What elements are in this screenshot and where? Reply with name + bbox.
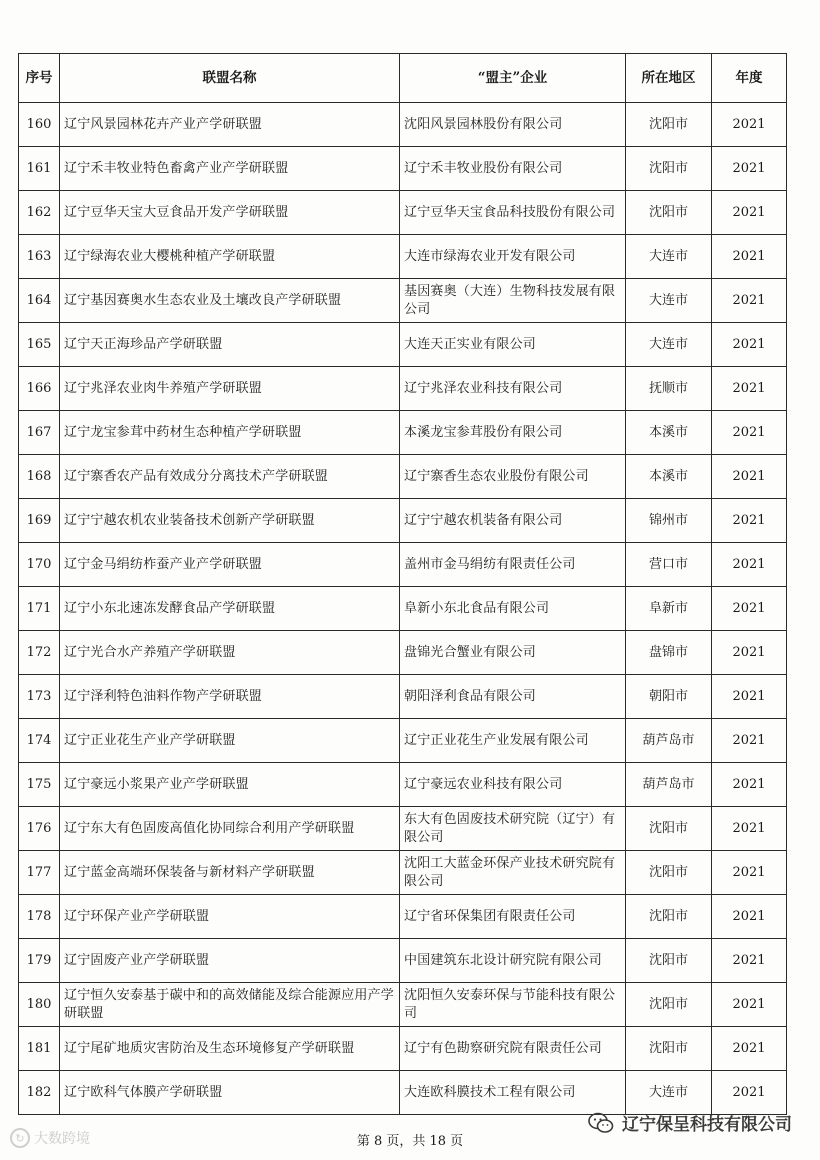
refresh-logo-icon: ↻: [10, 1128, 30, 1148]
cell-no: 180: [19, 983, 60, 1027]
cell-name: 辽宁金马绢纺柞蚕产业产学研联盟: [60, 543, 400, 587]
cell-name: 辽宁尾矿地质灾害防治及生态环境修复产学研联盟: [60, 1027, 400, 1071]
table-row: [19, 939, 787, 983]
cell-region: 锦州市: [626, 499, 712, 543]
cell-name: 辽宁豆华天宝大豆食品开发产学研联盟: [60, 191, 400, 235]
cell-lead: 辽宁省环保集团有限责任公司: [400, 895, 626, 939]
cell-region: 葫芦岛市: [626, 719, 712, 763]
cell-lead: 大连天正实业有限公司: [400, 323, 626, 367]
cell-name: 辽宁欧科气体膜产学研联盟: [60, 1071, 400, 1115]
cell-region: 盘锦市: [626, 631, 712, 675]
cell-no: 169: [19, 499, 60, 543]
cell-year: 2021: [712, 323, 787, 367]
table-row: [19, 1027, 787, 1071]
cell-lead: 盖州市金马绢纺有限责任公司: [400, 543, 626, 587]
table-row: [19, 1071, 787, 1115]
cell-no: 176: [19, 807, 60, 851]
table-row: [19, 983, 787, 1027]
cell-region: 沈阳市: [626, 851, 712, 895]
cell-name: 辽宁小东北速冻发酵食品产学研联盟: [60, 587, 400, 631]
cell-lead: 辽宁豆华天宝食品科技股份有限公司: [400, 191, 626, 235]
cell-no: 166: [19, 367, 60, 411]
cell-no: 160: [19, 103, 60, 147]
cell-lead: 沈阳风景园林股份有限公司: [400, 103, 626, 147]
cell-no: 163: [19, 235, 60, 279]
table-row: [19, 103, 787, 147]
table-row: [19, 499, 787, 543]
cell-no: 182: [19, 1071, 60, 1115]
cell-lead: 沈阳恒久安泰环保与节能科技有限公司: [400, 983, 626, 1027]
table-row: [19, 147, 787, 191]
table-row: [19, 587, 787, 631]
cell-year: 2021: [712, 983, 787, 1027]
table-row: [19, 675, 787, 719]
cell-lead: 辽宁禾丰牧业股份有限公司: [400, 147, 626, 191]
cell-lead: 基因赛奥（大连）生物科技发展有限公司: [400, 279, 626, 323]
cell-lead: 大连欧科膜技术工程有限公司: [400, 1071, 626, 1115]
table-row: [19, 543, 787, 587]
left-watermark: [10, 1128, 90, 1148]
cell-no: 181: [19, 1027, 60, 1071]
table-row: [19, 895, 787, 939]
cell-region: 沈阳市: [626, 147, 712, 191]
table-row: [19, 455, 787, 499]
cell-no: 165: [19, 323, 60, 367]
cell-lead: 中国建筑东北设计研究院有限公司: [400, 939, 626, 983]
cell-region: 大连市: [626, 279, 712, 323]
cell-lead: 辽宁正业花生产业发展有限公司: [400, 719, 626, 763]
table-body: [19, 103, 787, 1115]
table-row: [19, 851, 787, 895]
cell-year: 2021: [712, 807, 787, 851]
cell-year: 2021: [712, 279, 787, 323]
table-row: [19, 719, 787, 763]
cell-region: 本溪市: [626, 411, 712, 455]
cell-year: 2021: [712, 499, 787, 543]
table-row: [19, 411, 787, 455]
cell-no: 172: [19, 631, 60, 675]
cell-year: 2021: [712, 147, 787, 191]
cell-region: 阜新市: [626, 587, 712, 631]
cell-name: 辽宁环保产业产学研联盟: [60, 895, 400, 939]
cell-region: 本溪市: [626, 455, 712, 499]
cell-name: 辽宁基因赛奥水生态农业及土壤改良产学研联盟: [60, 279, 400, 323]
cell-name: 辽宁宁越农机农业装备技术创新产学研联盟: [60, 499, 400, 543]
cell-no: 161: [19, 147, 60, 191]
table-row: [19, 367, 787, 411]
cell-lead: 朝阳泽利食品有限公司: [400, 675, 626, 719]
cell-name: 辽宁龙宝参茸中药材生态种植产学研联盟: [60, 411, 400, 455]
cell-no: 171: [19, 587, 60, 631]
cell-no: 170: [19, 543, 60, 587]
cell-year: 2021: [712, 1071, 787, 1115]
cell-lead: 大连市绿海农业开发有限公司: [400, 235, 626, 279]
cell-year: 2021: [712, 411, 787, 455]
page-footer: 第 8 页，共 18 页: [356, 1134, 464, 1149]
cell-lead: 辽宁寨香生态农业股份有限公司: [400, 455, 626, 499]
cell-name: 辽宁豪远小浆果产业产学研联盟: [60, 763, 400, 807]
cell-lead: 辽宁有色勘察研究院有限责任公司: [400, 1027, 626, 1071]
cell-year: 2021: [712, 543, 787, 587]
cell-year: 2021: [712, 191, 787, 235]
cell-year: 2021: [712, 763, 787, 807]
cell-region: 沈阳市: [626, 939, 712, 983]
cell-lead: 辽宁豪远农业科技有限公司: [400, 763, 626, 807]
cell-year: 2021: [712, 719, 787, 763]
cell-lead: 盘锦光合蟹业有限公司: [400, 631, 626, 675]
cell-no: 173: [19, 675, 60, 719]
right-watermark: [588, 1110, 792, 1135]
alliance-table: [18, 53, 787, 1115]
table-row: [19, 323, 787, 367]
cell-region: 大连市: [626, 235, 712, 279]
cell-region: 营口市: [626, 543, 712, 587]
cell-year: 2021: [712, 1027, 787, 1071]
cell-lead: 沈阳工大蓝金环保产业技术研究院有限公司: [400, 851, 626, 895]
cell-lead: 阜新小东北食品有限公司: [400, 587, 626, 631]
cell-lead: 东大有色固废技术研究院（辽宁）有限公司: [400, 807, 626, 851]
cell-year: 2021: [712, 675, 787, 719]
cell-name: 辽宁光合水产养殖产学研联盟: [60, 631, 400, 675]
cell-no: 174: [19, 719, 60, 763]
cell-year: 2021: [712, 367, 787, 411]
cell-no: 168: [19, 455, 60, 499]
cell-no: 177: [19, 851, 60, 895]
table-header-row: [19, 54, 787, 103]
cell-year: 2021: [712, 455, 787, 499]
cell-region: 抚顺市: [626, 367, 712, 411]
cell-name: 辽宁固废产业产学研联盟: [60, 939, 400, 983]
cell-name: 辽宁天正海珍品产学研联盟: [60, 323, 400, 367]
cell-year: 2021: [712, 631, 787, 675]
cell-no: 162: [19, 191, 60, 235]
cell-year: 2021: [712, 103, 787, 147]
table-row: [19, 763, 787, 807]
cell-region: 朝阳市: [626, 675, 712, 719]
cell-name: 辽宁蓝金高端环保装备与新材料产学研联盟: [60, 851, 400, 895]
header-lead: “盟主”企业: [400, 54, 626, 103]
cell-region: 沈阳市: [626, 191, 712, 235]
cell-lead: 辽宁宁越农机装备有限公司: [400, 499, 626, 543]
cell-name: 辽宁风景园林花卉产业产学研联盟: [60, 103, 400, 147]
header-region: 所在地区: [626, 54, 712, 103]
cell-name: 辽宁兆泽农业肉牛养殖产学研联盟: [60, 367, 400, 411]
cell-year: 2021: [712, 895, 787, 939]
cell-name: 辽宁恒久安泰基于碳中和的高效储能及综合能源应用产学研联盟: [60, 983, 400, 1027]
cell-year: 2021: [712, 851, 787, 895]
cell-year: 2021: [712, 939, 787, 983]
table-row: [19, 235, 787, 279]
header-name: 联盟名称: [60, 54, 400, 103]
cell-name: 辽宁绿海农业大樱桃种植产学研联盟: [60, 235, 400, 279]
cell-region: 沈阳市: [626, 983, 712, 1027]
right-watermark-text: 辽宁保呈科技有限公司: [622, 1115, 792, 1135]
cell-name: 辽宁寨香农产品有效成分分离技术产学研联盟: [60, 455, 400, 499]
cell-no: 164: [19, 279, 60, 323]
cell-no: 175: [19, 763, 60, 807]
cell-region: 沈阳市: [626, 103, 712, 147]
cell-year: 2021: [712, 235, 787, 279]
cell-region: 葫芦岛市: [626, 763, 712, 807]
cell-region: 沈阳市: [626, 895, 712, 939]
cell-no: 179: [19, 939, 60, 983]
cell-name: 辽宁正业花生产业产学研联盟: [60, 719, 400, 763]
table-row: [19, 807, 787, 851]
cell-name: 辽宁东大有色固废高值化协同综合利用产学研联盟: [60, 807, 400, 851]
wechat-icon: [588, 1112, 614, 1134]
header-no: 序号: [19, 54, 60, 103]
table-row: [19, 279, 787, 323]
header-year: 年度: [712, 54, 787, 103]
cell-no: 178: [19, 895, 60, 939]
cell-lead: 本溪龙宝参茸股份有限公司: [400, 411, 626, 455]
cell-region: 大连市: [626, 1071, 712, 1115]
cell-region: 沈阳市: [626, 1027, 712, 1071]
table-row: [19, 191, 787, 235]
cell-year: 2021: [712, 587, 787, 631]
table-row: [19, 631, 787, 675]
cell-region: 沈阳市: [626, 807, 712, 851]
cell-region: 大连市: [626, 323, 712, 367]
cell-name: 辽宁禾丰牧业特色畜禽产业产学研联盟: [60, 147, 400, 191]
cell-name: 辽宁泽利特色油料作物产学研联盟: [60, 675, 400, 719]
left-watermark-text: 大数跨境: [34, 1131, 90, 1147]
cell-lead: 辽宁兆泽农业科技有限公司: [400, 367, 626, 411]
cell-no: 167: [19, 411, 60, 455]
